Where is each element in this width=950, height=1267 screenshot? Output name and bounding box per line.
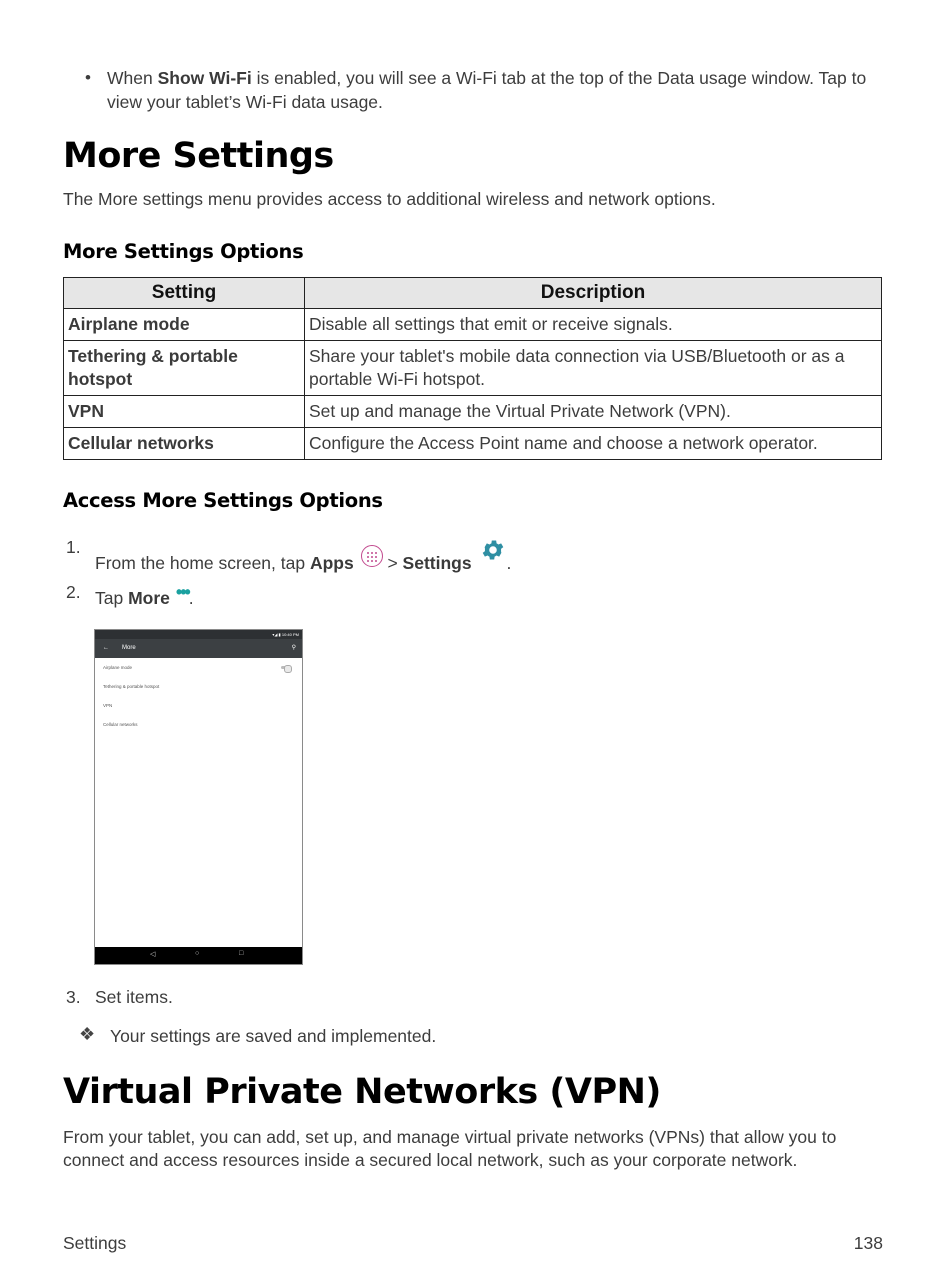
options-table <box>63 277 882 460</box>
back-arrow-icon: ← <box>103 645 109 651</box>
table-row <box>64 309 882 341</box>
setting-cell: Cellular networks <box>64 428 305 460</box>
vpn-body: From your tablet, you can add, set up, and manage virtual private networks (VPNs) that allow you to connect and access resources inside a secured local network, such as your corporate network. <box>63 1127 837 1170</box>
setting-cell: VPN <box>64 396 305 428</box>
col-description: Description <box>305 278 882 309</box>
list-item <box>95 658 302 677</box>
more-settings-intro: The More settings menu provides access to additional wireless and network options. <box>63 189 716 209</box>
bullet-dot: • <box>85 68 91 87</box>
airplane-toggle <box>281 666 291 669</box>
list-item-label: VPN <box>103 703 113 708</box>
navigation-bar <box>95 947 302 964</box>
result-text: Your settings are saved and implemented. <box>110 1026 437 1046</box>
step-text <box>95 537 511 574</box>
table-row <box>64 396 882 428</box>
setting-cell: Airplane mode <box>64 309 305 341</box>
description-cell: Disable all settings that emit or receive signals. <box>305 309 882 341</box>
page-number: 138 <box>853 1233 883 1253</box>
nav-back-icon: ◁ <box>150 951 156 958</box>
description-cell: Configure the Access Point name and choose a network operator. <box>305 428 882 460</box>
status-bar: ▾◢ ▮ 10:40 PM <box>95 630 302 639</box>
list-item <box>95 677 302 696</box>
col-setting: Setting <box>64 278 305 309</box>
app-bar-title: More <box>122 645 136 651</box>
app-bar <box>95 639 302 658</box>
table-row <box>64 341 882 396</box>
step-2-text: Tap <box>95 588 129 608</box>
more-dots-icon: ••• <box>175 582 189 602</box>
table-header-row <box>64 278 882 309</box>
bullet-text-rest: is enabled, you will see a Wi-Fi tab at the top of the Data usage window. Tap to view your tablet’s Wi-Fi data usage. <box>107 68 867 112</box>
intro-bullet <box>85 66 883 114</box>
nav-home-icon: ○ <box>195 950 200 957</box>
list-item-label: Cellular networks <box>103 722 138 727</box>
bullet-bold: Show Wi-Fi <box>157 68 252 88</box>
step-number: 2. <box>66 582 81 602</box>
footer-section: Settings <box>63 1233 127 1253</box>
access-heading: Access More Settings Options <box>63 489 383 512</box>
gear-icon <box>480 537 506 563</box>
step-text: Set items. <box>95 987 173 1007</box>
more-settings-heading: More Settings <box>63 136 334 176</box>
list-item-label: Airplane mode <box>103 665 133 670</box>
step-1-end: . <box>506 553 512 573</box>
settings-label: Settings <box>402 553 472 573</box>
step-number: 3. <box>66 987 81 1007</box>
more-screen-screenshot <box>94 629 303 965</box>
step-2-end: . <box>188 588 194 608</box>
setting-cell: Tethering & portable hotspot <box>64 341 305 396</box>
list-item <box>95 696 302 715</box>
list-item-label: Tethering & portable hotspot <box>103 684 160 689</box>
diamond-bullet-icon: ❖ <box>79 1024 96 1044</box>
description-cell: Set up and manage the Virtual Private Network (VPN). <box>305 396 882 428</box>
options-heading: More Settings Options <box>63 240 304 263</box>
nav-recents-icon: □ <box>239 950 244 957</box>
step-text <box>95 582 194 609</box>
vpn-heading: Virtual Private Networks (VPN) <box>63 1072 661 1112</box>
search-icon: ⚲ <box>291 645 296 651</box>
step-1-text: From the home screen, tap <box>95 553 310 573</box>
description-cell: Share your tablet's mobile data connection via USB/Bluetooth or as a portable Wi-Fi hotspot. <box>305 341 882 396</box>
table-row <box>64 428 882 460</box>
step-1-separator: > <box>382 553 403 573</box>
apps-label: Apps <box>309 553 354 573</box>
more-label: More <box>128 588 170 608</box>
apps-icon <box>361 545 383 567</box>
list-item <box>95 715 302 734</box>
bullet-text: When <box>107 68 158 88</box>
step-number: 1. <box>66 537 81 557</box>
